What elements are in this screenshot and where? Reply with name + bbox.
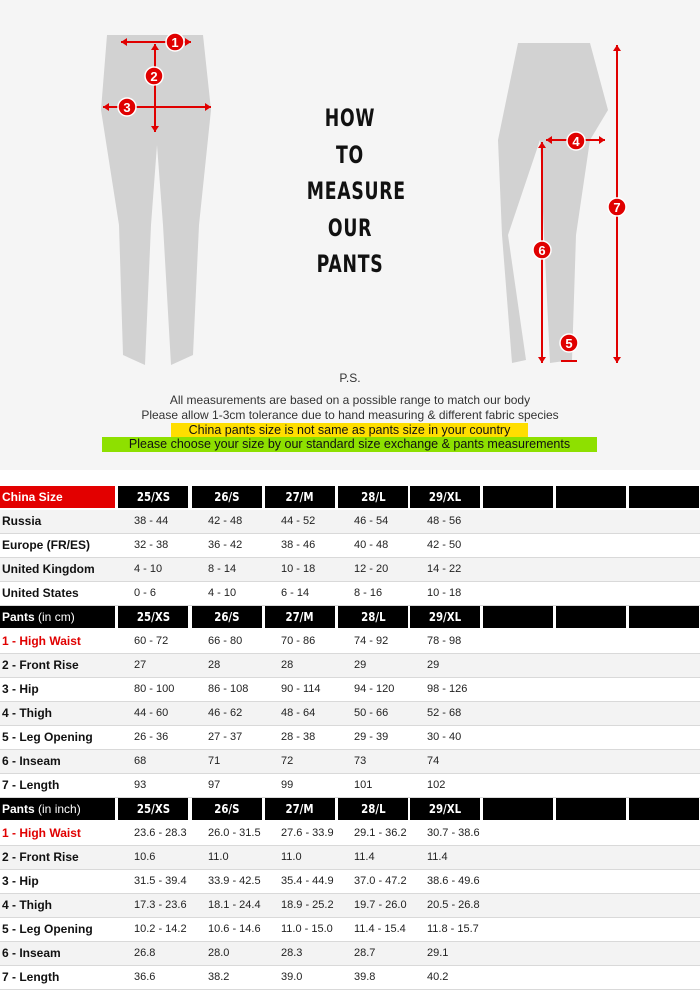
inch-value: 30.7 - 38.6 — [427, 827, 480, 839]
inch-value: 40.2 — [427, 971, 449, 983]
cm-value: 60 - 72 — [134, 635, 169, 647]
conversion-value: 36 - 42 — [208, 539, 243, 551]
conversion-row-label: United Kingdom — [2, 562, 95, 576]
size-chart-table — [0, 486, 700, 990]
inch-value: 18.9 - 25.2 — [281, 899, 334, 911]
svg-text:5: 5 — [565, 336, 573, 351]
inch-value: 19.7 - 26.0 — [354, 899, 407, 911]
side-pants-diagram — [490, 35, 635, 370]
inch-row-label: 6 - Inseam — [2, 946, 61, 960]
inch-header-col-5 — [410, 798, 480, 820]
inch-header-label — [0, 798, 115, 820]
marker-1 — [166, 33, 184, 51]
conversion-header-col-7 — [556, 486, 626, 508]
conversion-header-col-3 — [265, 486, 335, 508]
cm-row — [0, 678, 700, 702]
inch-value: 11.0 - 15.0 — [281, 923, 333, 935]
inch-value: 36.6 — [134, 971, 156, 983]
cm-value: 28 — [208, 659, 221, 671]
cm-value: 72 — [281, 755, 294, 767]
conversion-header-col-6 — [483, 486, 553, 508]
cm-row-label: 4 - Thigh — [2, 706, 52, 720]
size-label: 28/L — [360, 610, 386, 624]
svg-text:1: 1 — [171, 35, 179, 50]
cm-value: 70 - 86 — [281, 635, 316, 647]
conversion-header-col-4 — [338, 486, 408, 508]
cm-value: 94 - 120 — [354, 683, 395, 695]
conversion-value: 0 - 6 — [134, 587, 157, 599]
conversion-value: 40 - 48 — [354, 539, 389, 551]
inch-value: 29.1 — [427, 947, 449, 959]
cm-value: 44 - 60 — [134, 707, 169, 719]
conversion-row — [0, 558, 700, 582]
conversion-value: 8 - 14 — [208, 563, 237, 575]
cm-row — [0, 726, 700, 750]
note-measurement-range: All measurements are based on a possible range to match our body — [169, 393, 531, 407]
svg-text:6: 6 — [538, 243, 546, 258]
side-pants-silhouette — [498, 43, 608, 363]
conversion-header-label — [0, 486, 115, 508]
size-label: 26/S — [214, 610, 240, 624]
cm-header-col-1 — [118, 606, 188, 628]
inch-value: 38.6 - 49.6 — [427, 875, 480, 887]
cm-value: 27 - 37 — [208, 731, 243, 743]
cm-header-row — [0, 606, 700, 630]
inch-value: 35.4 - 44.9 — [281, 875, 334, 887]
how-to-measure-title: HOW TO MEASURE OUR PANTS — [306, 104, 406, 278]
inch-header-col-7 — [556, 798, 626, 820]
conversion-value: 46 - 54 — [354, 515, 389, 527]
conversion-value: 38 - 44 — [134, 515, 169, 527]
cm-row-label: 5 - Leg Opening — [2, 730, 93, 744]
inch-value: 37.0 - 47.2 — [354, 875, 407, 887]
cm-value: 26 - 36 — [134, 731, 169, 743]
inch-header-col-3 — [265, 798, 335, 820]
inch-row-label: 2 - Front Rise — [2, 850, 79, 864]
cm-value: 68 — [134, 755, 147, 767]
inch-value: 10.6 - 14.6 — [208, 923, 261, 935]
inch-value: 31.5 - 39.4 — [134, 875, 187, 887]
marker-2 — [145, 67, 163, 85]
cm-value: 86 - 108 — [208, 683, 249, 695]
cm-row — [0, 702, 700, 726]
inch-row-label: 7 - Length — [2, 970, 60, 984]
conversion-header-col-1 — [118, 486, 188, 508]
cm-header-col-2 — [192, 606, 262, 628]
size-label: 25/XS — [136, 610, 170, 624]
conversion-value: 48 - 56 — [427, 515, 462, 527]
note-tolerance: Please allow 1-3cm tolerance due to hand measuring & different fabric species — [141, 408, 559, 422]
inch-value: 39.8 — [354, 971, 376, 983]
cm-row — [0, 750, 700, 774]
size-label: 29/XL — [428, 802, 462, 816]
conversion-value: 12 - 20 — [354, 563, 389, 575]
inch-value: 10.2 - 14.2 — [134, 923, 187, 935]
conversion-header-col-2 — [192, 486, 262, 508]
cm-value: 73 — [354, 755, 367, 767]
inch-value: 26.8 — [134, 947, 156, 959]
svg-text:3: 3 — [123, 100, 131, 115]
cm-value: 74 - 92 — [354, 635, 389, 647]
cm-header-col-4 — [338, 606, 408, 628]
size-label: 27/M — [285, 490, 315, 504]
inch-row — [0, 966, 700, 990]
svg-text:7: 7 — [613, 200, 621, 215]
size-label: 28/L — [360, 490, 386, 504]
conversion-value: 32 - 38 — [134, 539, 169, 551]
cm-header-col-3 — [265, 606, 335, 628]
marker-6 — [533, 241, 551, 259]
inch-value: 33.9 - 42.5 — [208, 875, 261, 887]
cm-value: 98 - 126 — [427, 683, 468, 695]
inch-value: 27.6 - 33.9 — [281, 827, 334, 839]
inch-row — [0, 822, 700, 846]
inch-value: 29.1 - 36.2 — [354, 827, 407, 839]
marker-3 — [118, 98, 136, 116]
conversion-value: 10 - 18 — [427, 587, 462, 599]
conversion-value: 10 - 18 — [281, 563, 316, 575]
inch-value: 28.3 — [281, 947, 303, 959]
inch-value: 17.3 - 23.6 — [134, 899, 187, 911]
inch-header-col-2 — [192, 798, 262, 820]
size-label: 27/M — [285, 610, 315, 624]
cm-value: 52 - 68 — [427, 707, 462, 719]
inch-row — [0, 846, 700, 870]
size-label: 26/S — [214, 802, 240, 816]
cm-value: 28 - 38 — [281, 731, 316, 743]
cm-header-col-5 — [410, 606, 480, 628]
inch-value: 11.0 — [281, 851, 302, 863]
inch-value: 11.4 - 15.4 — [354, 923, 406, 935]
inch-value: 10.6 — [134, 851, 156, 863]
inch-row-label: 5 - Leg Opening — [2, 922, 93, 936]
inch-value: 20.5 - 26.8 — [427, 899, 480, 911]
cm-value: 101 — [354, 779, 373, 791]
highlight-choose-size: Please choose your size by our standard size exchange & pants measurements — [102, 437, 597, 452]
cm-header-unit: (in cm) — [34, 610, 75, 624]
marker-4 — [567, 132, 585, 150]
cm-row-label: 6 - Inseam — [2, 754, 61, 768]
size-label: 29/XL — [428, 610, 462, 624]
size-label: 29/XL — [428, 490, 462, 504]
size-label: 26/S — [214, 490, 240, 504]
front-pants-diagram — [95, 25, 220, 370]
conversion-header-row — [0, 486, 700, 510]
inch-header-col-1 — [118, 798, 188, 820]
conversion-header-col-8 — [629, 486, 699, 508]
size-label: 25/XS — [136, 802, 170, 816]
inch-row — [0, 918, 700, 942]
cm-value: 50 - 66 — [354, 707, 389, 719]
cm-value: 99 — [281, 779, 294, 791]
conversion-row — [0, 534, 700, 558]
inch-value: 28.7 — [354, 947, 376, 959]
cm-header-col-6 — [483, 606, 553, 628]
inch-header-unit: (in inch) — [34, 802, 81, 816]
conversion-value: 4 - 10 — [208, 587, 237, 599]
cm-value: 97 — [208, 779, 221, 791]
cm-row-label: 3 - Hip — [2, 682, 39, 696]
cm-value: 30 - 40 — [427, 731, 462, 743]
highlight-china-size-warning: China pants size is not same as pants size in your country — [171, 423, 528, 438]
inch-value: 11.0 — [208, 851, 229, 863]
marker-5 — [560, 334, 578, 352]
cm-header-label — [0, 606, 115, 628]
cm-header-col-7 — [556, 606, 626, 628]
cm-value: 93 — [134, 779, 147, 791]
inch-row — [0, 942, 700, 966]
inch-value: 11.8 - 15.7 — [427, 923, 479, 935]
cm-row-label: 2 - Front Rise — [2, 658, 79, 672]
cm-value: 90 - 114 — [281, 683, 321, 695]
inch-row-label: 3 - Hip — [2, 874, 39, 888]
cm-row-label: 7 - Length — [2, 778, 60, 792]
conversion-header-text: China Size — [2, 490, 63, 504]
conversion-row-label: United States — [2, 586, 79, 600]
conversion-value: 6 - 14 — [281, 587, 310, 599]
cm-row-label: 1 - High Waist — [2, 634, 81, 648]
cm-value: 102 — [427, 779, 446, 791]
inch-value: 11.4 — [354, 851, 375, 863]
size-label: 28/L — [360, 802, 386, 816]
inch-value: 11.4 — [427, 851, 448, 863]
inch-header-col-6 — [483, 798, 553, 820]
conversion-row — [0, 582, 700, 606]
marker-7 — [608, 198, 626, 216]
cm-value: 28 — [281, 659, 294, 671]
conversion-value: 44 - 52 — [281, 515, 316, 527]
cm-value: 48 - 64 — [281, 707, 316, 719]
inch-row-label: 4 - Thigh — [2, 898, 52, 912]
cm-value: 27 — [134, 659, 147, 671]
cm-header-col-8 — [629, 606, 699, 628]
cm-value: 29 - 39 — [354, 731, 389, 743]
inch-value: 23.6 - 28.3 — [134, 827, 187, 839]
conversion-value: 8 - 16 — [354, 587, 383, 599]
conversion-header-col-5 — [410, 486, 480, 508]
conversion-value: 38 - 46 — [281, 539, 316, 551]
conversion-value: 4 - 10 — [134, 563, 163, 575]
cm-value: 71 — [208, 755, 221, 767]
inch-header-text: Pants — [2, 802, 35, 816]
cm-row — [0, 774, 700, 798]
conversion-value: 42 - 50 — [427, 539, 462, 551]
inch-value: 18.1 - 24.4 — [208, 899, 261, 911]
conversion-row-label: Russia — [2, 514, 42, 528]
inch-row — [0, 894, 700, 918]
conversion-row — [0, 510, 700, 534]
cm-value: 29 — [354, 659, 367, 671]
ps-label: P.S. — [339, 371, 361, 385]
inch-value: 28.0 — [208, 947, 230, 959]
inch-value: 38.2 — [208, 971, 230, 983]
cm-row — [0, 654, 700, 678]
inch-value: 39.0 — [281, 971, 303, 983]
cm-header-text: Pants — [2, 610, 35, 624]
size-label: 25/XS — [136, 490, 170, 504]
cm-row — [0, 630, 700, 654]
inch-header-col-8 — [629, 798, 699, 820]
inch-row-label: 1 - High Waist — [2, 826, 81, 840]
conversion-value: 14 - 22 — [427, 563, 462, 575]
conversion-value: 42 - 48 — [208, 515, 243, 527]
measurement-diagram-panel — [0, 0, 700, 470]
cm-value: 80 - 100 — [134, 683, 175, 695]
svg-text:2: 2 — [150, 69, 158, 84]
inch-header-row — [0, 798, 700, 822]
cm-value: 66 - 80 — [208, 635, 243, 647]
inch-value: 26.0 - 31.5 — [208, 827, 261, 839]
inch-header-col-4 — [338, 798, 408, 820]
size-label: 27/M — [285, 802, 315, 816]
inch-row — [0, 870, 700, 894]
cm-value: 46 - 62 — [208, 707, 243, 719]
conversion-row-label: Europe (FR/ES) — [2, 538, 91, 552]
cm-value: 74 — [427, 755, 440, 767]
svg-text:4: 4 — [572, 134, 580, 149]
cm-value: 29 — [427, 659, 440, 671]
cm-value: 78 - 98 — [427, 635, 462, 647]
